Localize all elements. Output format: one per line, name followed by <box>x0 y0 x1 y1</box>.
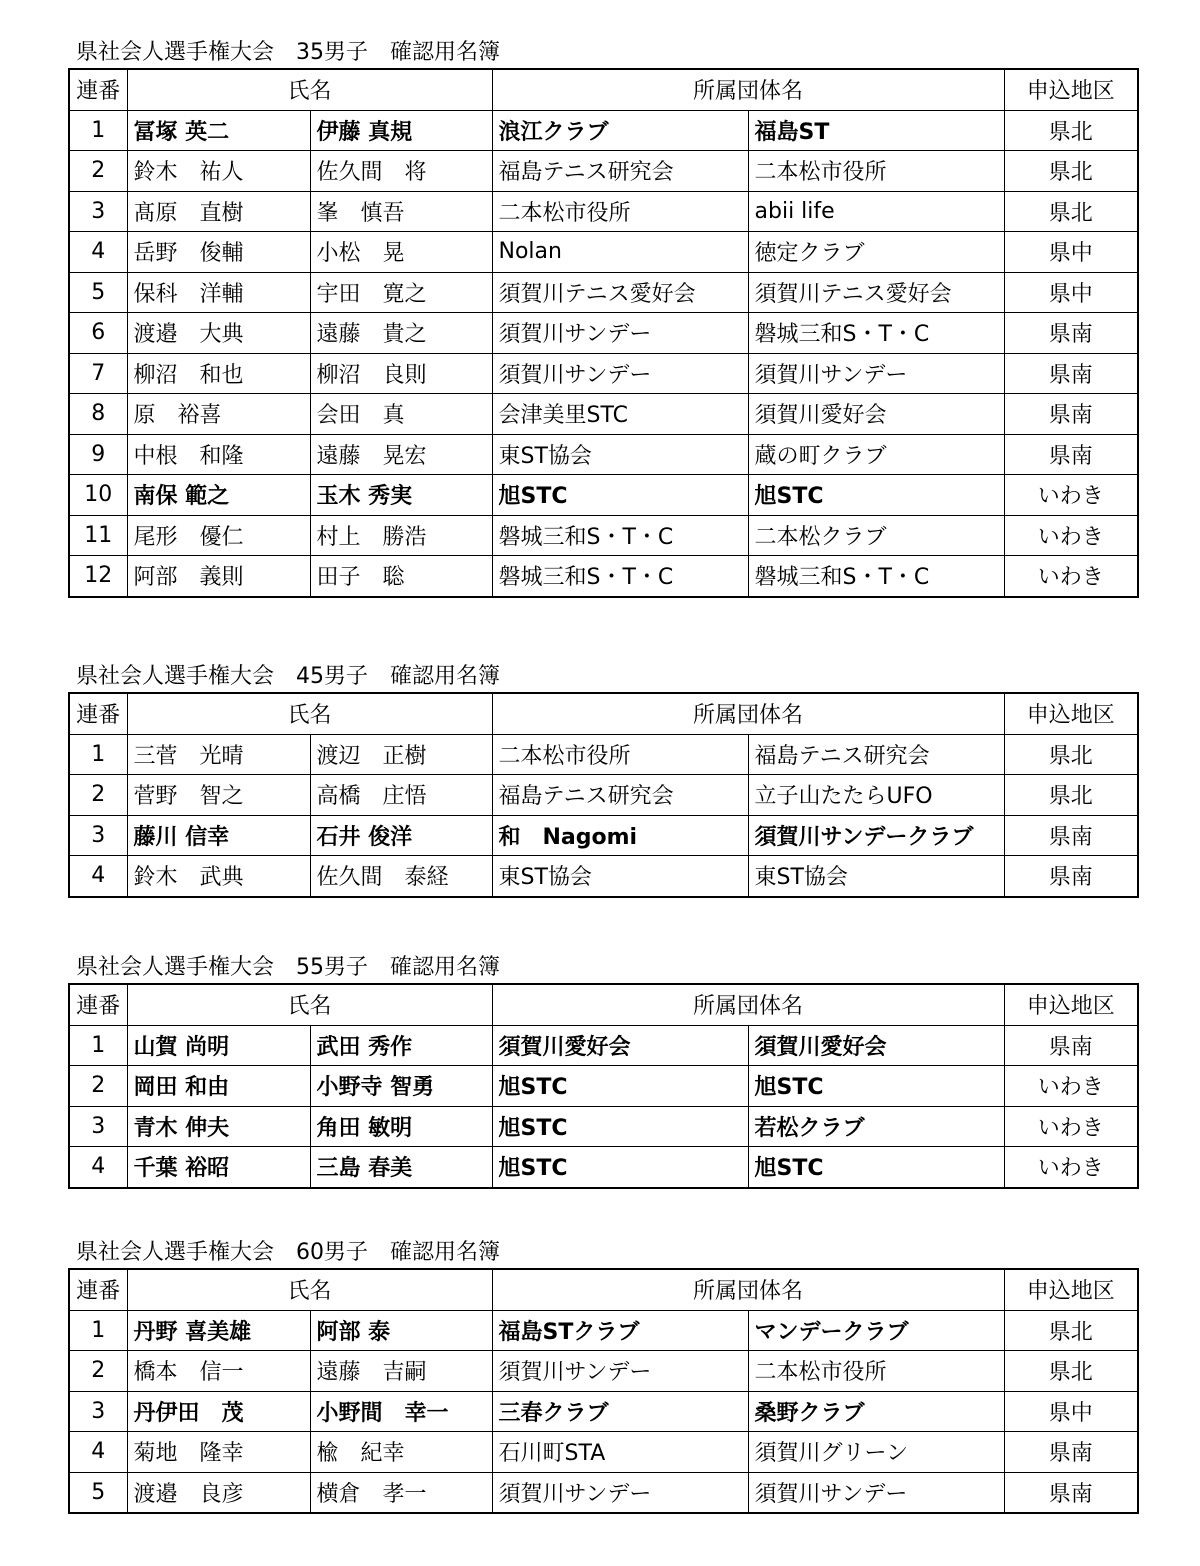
header-no: 連番 <box>69 69 127 110</box>
player-1-club: 三春クラブ <box>492 1391 748 1432</box>
header-row <box>69 69 1138 110</box>
player-1-name: 中根 和隆 <box>127 434 310 475</box>
row-number: 2 <box>69 1066 127 1107</box>
player-2-name: 小野寺 智勇 <box>310 1066 492 1107</box>
player-1-club: 須賀川サンデー <box>492 1351 748 1392</box>
region: 県南 <box>1004 353 1138 394</box>
player-1-name: 原 裕喜 <box>127 394 310 435</box>
player-2-club: 磐城三和S・T・C <box>748 313 1004 354</box>
region: 県南 <box>1004 1432 1138 1473</box>
row-number: 1 <box>69 110 127 151</box>
player-2-name: 遠藤 吉嗣 <box>310 1351 492 1392</box>
region: いわき <box>1004 1147 1138 1188</box>
table-row <box>69 856 1138 897</box>
table-row <box>69 394 1138 435</box>
row-number: 6 <box>69 313 127 354</box>
player-1-name: 丹野 喜美雄 <box>127 1310 310 1351</box>
player-1-club: 石川町STA <box>492 1432 748 1473</box>
region: 県中 <box>1004 272 1138 313</box>
table-row <box>69 1351 1138 1392</box>
player-1-club: 浪江クラブ <box>492 110 748 151</box>
player-1-name: 三菅 光晴 <box>127 734 310 775</box>
row-number: 3 <box>69 815 127 856</box>
roster-section <box>68 953 1137 1189</box>
player-2-name: 遠藤 貴之 <box>310 313 492 354</box>
player-2-club: 徳定クラブ <box>748 232 1004 273</box>
table-row <box>69 110 1138 151</box>
player-2-club: 須賀川サンデー <box>748 353 1004 394</box>
table-row <box>69 775 1138 816</box>
player-2-name: 角田 敏明 <box>310 1106 492 1147</box>
player-2-club: 須賀川テニス愛好会 <box>748 272 1004 313</box>
row-number: 4 <box>69 1147 127 1188</box>
table-row <box>69 1472 1138 1513</box>
player-1-club: 旭STC <box>492 475 748 516</box>
row-number: 1 <box>69 734 127 775</box>
player-1-name: 菅野 智之 <box>127 775 310 816</box>
player-1-club: 須賀川テニス愛好会 <box>492 272 748 313</box>
row-number: 5 <box>69 1472 127 1513</box>
player-2-name: 三島 春美 <box>310 1147 492 1188</box>
region: 県北 <box>1004 734 1138 775</box>
header-name: 氏名 <box>127 69 492 110</box>
roster-table <box>68 983 1139 1189</box>
player-2-club: 旭STC <box>748 1066 1004 1107</box>
player-1-name: 藤川 信幸 <box>127 815 310 856</box>
player-2-club: 須賀川愛好会 <box>748 1025 1004 1066</box>
player-2-club: 蔵の町クラブ <box>748 434 1004 475</box>
region: いわき <box>1004 475 1138 516</box>
player-1-club: 磐城三和S・T・C <box>492 556 748 597</box>
player-1-name: 渡邉 大典 <box>127 313 310 354</box>
region: 県南 <box>1004 815 1138 856</box>
row-number: 9 <box>69 434 127 475</box>
player-1-club: 旭STC <box>492 1147 748 1188</box>
row-number: 2 <box>69 151 127 192</box>
player-1-name: 岳野 俊輔 <box>127 232 310 273</box>
roster-section <box>68 38 1137 598</box>
region: 県南 <box>1004 1472 1138 1513</box>
roster-table <box>68 68 1139 598</box>
player-2-name: 高橋 庄悟 <box>310 775 492 816</box>
table-row <box>69 734 1138 775</box>
player-1-club: 須賀川サンデー <box>492 1472 748 1513</box>
region: 県中 <box>1004 1391 1138 1432</box>
row-number: 11 <box>69 515 127 556</box>
player-2-name: 武田 秀作 <box>310 1025 492 1066</box>
row-number: 3 <box>69 1391 127 1432</box>
player-2-club: 旭STC <box>748 475 1004 516</box>
region: 県北 <box>1004 1310 1138 1351</box>
row-number: 10 <box>69 475 127 516</box>
player-2-name: 伊藤 真規 <box>310 110 492 151</box>
player-2-club: 須賀川サンデー <box>748 1472 1004 1513</box>
table-row <box>69 1025 1138 1066</box>
table-row <box>69 1432 1138 1473</box>
roster-table <box>68 1268 1139 1514</box>
table-row <box>69 434 1138 475</box>
player-1-name: 渡邉 良彦 <box>127 1472 310 1513</box>
header-name: 氏名 <box>127 1269 492 1310</box>
table-row <box>69 232 1138 273</box>
player-2-name: 柳沼 良則 <box>310 353 492 394</box>
player-1-name: 丹伊田 茂 <box>127 1391 310 1432</box>
row-number: 4 <box>69 1432 127 1473</box>
player-1-name: 冨塚 英二 <box>127 110 310 151</box>
player-2-club: マンデークラブ <box>748 1310 1004 1351</box>
player-1-club: 福島STクラブ <box>492 1310 748 1351</box>
player-2-name: 横倉 孝一 <box>310 1472 492 1513</box>
player-2-club: 二本松クラブ <box>748 515 1004 556</box>
player-1-name: 柳沼 和也 <box>127 353 310 394</box>
player-2-club: 須賀川愛好会 <box>748 394 1004 435</box>
header-no: 連番 <box>69 984 127 1025</box>
header-region: 申込地区 <box>1004 69 1138 110</box>
region: 県北 <box>1004 775 1138 816</box>
player-2-name: 田子 聡 <box>310 556 492 597</box>
header-name: 氏名 <box>127 984 492 1025</box>
table-row <box>69 272 1138 313</box>
player-1-name: 鈴木 祐人 <box>127 151 310 192</box>
section-title: 県社会人選手権大会 35男子 確認用名簿 <box>76 40 500 65</box>
header-name: 氏名 <box>127 693 492 734</box>
header-no: 連番 <box>69 1269 127 1310</box>
section-title: 県社会人選手権大会 45男子 確認用名簿 <box>76 664 500 689</box>
region: 県南 <box>1004 434 1138 475</box>
roster-section <box>68 1238 1137 1514</box>
player-1-name: 橋本 信一 <box>127 1351 310 1392</box>
player-1-name: 岡田 和由 <box>127 1066 310 1107</box>
player-1-club: 二本松市役所 <box>492 191 748 232</box>
row-number: 2 <box>69 775 127 816</box>
player-2-club: 立子山たたらUFO <box>748 775 1004 816</box>
header-region: 申込地区 <box>1004 984 1138 1025</box>
player-2-name: 石井 俊洋 <box>310 815 492 856</box>
player-2-club: 福島ST <box>748 110 1004 151</box>
player-2-name: 阿部 泰 <box>310 1310 492 1351</box>
header-region: 申込地区 <box>1004 693 1138 734</box>
table-row <box>69 556 1138 597</box>
player-1-club: 須賀川愛好会 <box>492 1025 748 1066</box>
table-row <box>69 151 1138 192</box>
header-region: 申込地区 <box>1004 1269 1138 1310</box>
region: 県北 <box>1004 151 1138 192</box>
table-row <box>69 1066 1138 1107</box>
header-no: 連番 <box>69 693 127 734</box>
player-1-club: Nolan <box>492 232 748 273</box>
header-org: 所属団体名 <box>492 69 1004 110</box>
player-1-club: 和 Nagomi <box>492 815 748 856</box>
player-1-club: 須賀川サンデー <box>492 353 748 394</box>
player-1-name: 青木 伸夫 <box>127 1106 310 1147</box>
player-2-club: 桑野クラブ <box>748 1391 1004 1432</box>
table-row <box>69 815 1138 856</box>
player-1-name: 菊地 隆幸 <box>127 1432 310 1473</box>
row-number: 1 <box>69 1025 127 1066</box>
player-2-club: abii life <box>748 191 1004 232</box>
player-2-club: 若松クラブ <box>748 1106 1004 1147</box>
player-1-club: 東ST協会 <box>492 434 748 475</box>
player-2-name: 村上 勝浩 <box>310 515 492 556</box>
region: いわき <box>1004 556 1138 597</box>
player-2-club: 東ST協会 <box>748 856 1004 897</box>
row-number: 4 <box>69 232 127 273</box>
player-1-club: 福島テニス研究会 <box>492 775 748 816</box>
player-2-name: 佐久間 泰経 <box>310 856 492 897</box>
player-2-name: 楡 紀幸 <box>310 1432 492 1473</box>
player-1-name: 髙原 直樹 <box>127 191 310 232</box>
player-2-club: 二本松市役所 <box>748 151 1004 192</box>
region: 県南 <box>1004 313 1138 354</box>
header-org: 所属団体名 <box>492 1269 1004 1310</box>
header-org: 所属団体名 <box>492 693 1004 734</box>
player-2-name: 佐久間 将 <box>310 151 492 192</box>
row-number: 3 <box>69 191 127 232</box>
region: いわき <box>1004 1106 1138 1147</box>
player-1-club: 会津美里STC <box>492 394 748 435</box>
row-number: 7 <box>69 353 127 394</box>
player-1-name: 南保 範之 <box>127 475 310 516</box>
table-row <box>69 191 1138 232</box>
player-2-name: 遠藤 晃宏 <box>310 434 492 475</box>
player-1-club: 福島テニス研究会 <box>492 151 748 192</box>
player-1-club: 旭STC <box>492 1106 748 1147</box>
header-org: 所属団体名 <box>492 984 1004 1025</box>
player-1-name: 阿部 義則 <box>127 556 310 597</box>
region: 県南 <box>1004 856 1138 897</box>
player-1-name: 鈴木 武典 <box>127 856 310 897</box>
roster-section <box>68 662 1137 898</box>
region: 県北 <box>1004 110 1138 151</box>
player-1-club: 二本松市役所 <box>492 734 748 775</box>
roster-table <box>68 692 1139 898</box>
player-2-club: 須賀川サンデークラブ <box>748 815 1004 856</box>
player-1-name: 尾形 優仁 <box>127 515 310 556</box>
player-1-name: 千葉 裕昭 <box>127 1147 310 1188</box>
table-row <box>69 475 1138 516</box>
row-number: 1 <box>69 1310 127 1351</box>
region: 県北 <box>1004 1351 1138 1392</box>
region: 県北 <box>1004 191 1138 232</box>
player-1-name: 山賀 尚明 <box>127 1025 310 1066</box>
table-row <box>69 1391 1138 1432</box>
row-number: 3 <box>69 1106 127 1147</box>
player-1-club: 磐城三和S・T・C <box>492 515 748 556</box>
table-row <box>69 515 1138 556</box>
header-row <box>69 693 1138 734</box>
table-row <box>69 313 1138 354</box>
player-2-name: 玉木 秀実 <box>310 475 492 516</box>
table-row <box>69 1106 1138 1147</box>
player-2-name: 小松 晃 <box>310 232 492 273</box>
section-title: 県社会人選手権大会 60男子 確認用名簿 <box>76 1240 500 1265</box>
region: いわき <box>1004 1066 1138 1107</box>
player-2-club: 旭STC <box>748 1147 1004 1188</box>
player-2-name: 峯 慎吾 <box>310 191 492 232</box>
player-2-club: 福島テニス研究会 <box>748 734 1004 775</box>
region: 県南 <box>1004 394 1138 435</box>
header-row <box>69 984 1138 1025</box>
row-number: 8 <box>69 394 127 435</box>
row-number: 12 <box>69 556 127 597</box>
section-title: 県社会人選手権大会 55男子 確認用名簿 <box>76 955 500 980</box>
player-2-club: 二本松市役所 <box>748 1351 1004 1392</box>
table-row <box>69 1310 1138 1351</box>
player-1-club: 旭STC <box>492 1066 748 1107</box>
player-2-club: 磐城三和S・T・C <box>748 556 1004 597</box>
player-2-name: 宇田 寛之 <box>310 272 492 313</box>
player-1-name: 保科 洋輔 <box>127 272 310 313</box>
table-row <box>69 353 1138 394</box>
player-1-club: 須賀川サンデー <box>492 313 748 354</box>
player-1-club: 東ST協会 <box>492 856 748 897</box>
header-row <box>69 1269 1138 1310</box>
region: 県南 <box>1004 1025 1138 1066</box>
player-2-name: 渡辺 正樹 <box>310 734 492 775</box>
region: いわき <box>1004 515 1138 556</box>
player-2-club: 須賀川グリーン <box>748 1432 1004 1473</box>
player-2-name: 小野間 幸一 <box>310 1391 492 1432</box>
row-number: 2 <box>69 1351 127 1392</box>
table-row <box>69 1147 1138 1188</box>
row-number: 4 <box>69 856 127 897</box>
row-number: 5 <box>69 272 127 313</box>
region: 県中 <box>1004 232 1138 273</box>
player-2-name: 会田 真 <box>310 394 492 435</box>
